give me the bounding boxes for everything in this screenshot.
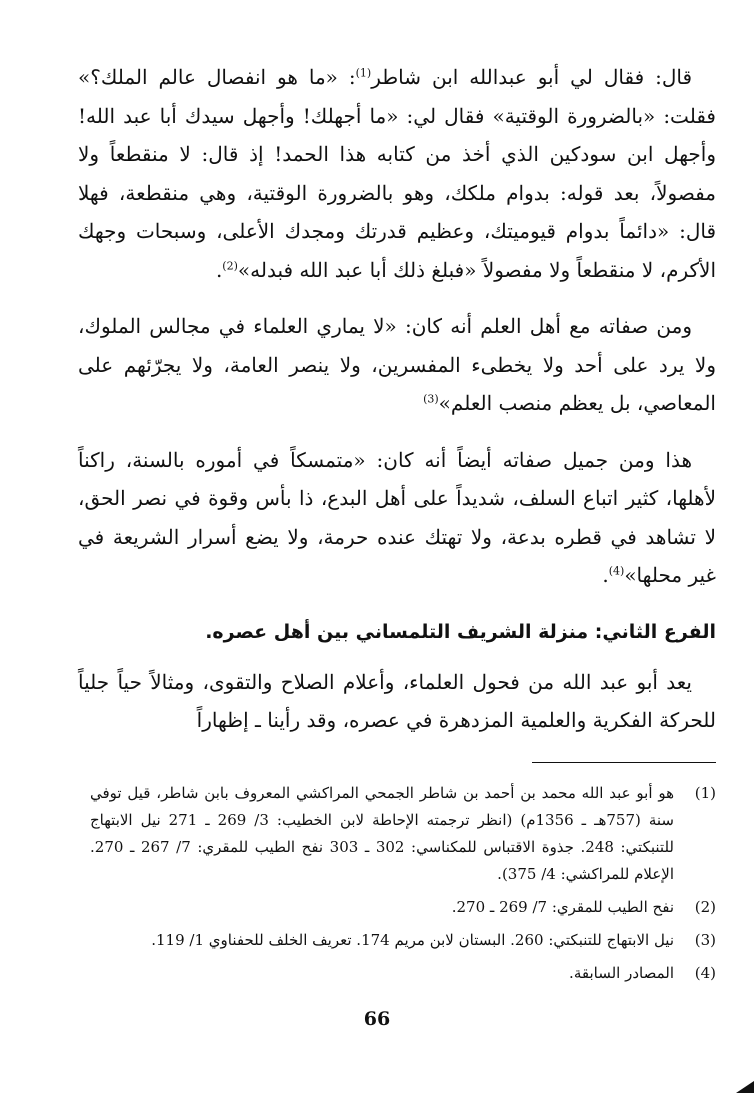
paragraph-3-end: . bbox=[602, 563, 609, 587]
footnote-2 bbox=[90, 894, 716, 921]
footnote-divider bbox=[532, 762, 716, 763]
paragraph-1 bbox=[78, 58, 716, 289]
paragraph-1-end: . bbox=[215, 257, 223, 282]
paragraph-1-text-b: : «ما هو انفصال عالم الملك؟» فقلت: «بالضرورة الوقتية» فقال لي: «ما أجهلك! وأجهل سيدك أبا عبد الله! وأجهل ابن سودكين الذي أخذ من كتابه هذا الحمد! إذ قال: لا منقطعاً ولا مفصولاً، بعد قوله: بدوام ملكك، وهو بالضرورة الوقتية، وهي منقطعة، فهلا قال: «دائماً بدوام قيوميتك، وعظيم قدرتك ومجدك الأعلى، وسبحات وجهك الأكرم، لا منقطعاً ولا مفصولاً «فبلغ ذلك أبا عبد الله فبدله» bbox=[78, 65, 716, 282]
footnote-4 bbox=[90, 960, 716, 987]
footnote-number: (3) bbox=[694, 931, 716, 949]
footnote-ref-2[interactable]: (2) bbox=[222, 258, 238, 272]
page-corner-mark bbox=[736, 1081, 754, 1093]
footnote-ref-3[interactable]: (3) bbox=[423, 392, 439, 406]
footnote-text: نيل الابتهاج للتنبكتي: 260. البستان لابن مريم 174. تعريف الخلف للحفناوي 1/ 119. bbox=[151, 931, 674, 949]
footnote-1 bbox=[90, 780, 716, 888]
footnote-number: (4) bbox=[694, 964, 716, 982]
paragraph-2 bbox=[78, 307, 716, 423]
section-heading: الفرع الثاني: منزلة الشريف التلمساني بين أهل عصره. bbox=[205, 620, 716, 643]
footnote-number: (1) bbox=[694, 784, 716, 802]
footnote-text: نفح الطيب للمقري: 7/ 269 ـ 270. bbox=[451, 898, 674, 916]
page-number: 66 bbox=[363, 1008, 391, 1030]
footnote-3 bbox=[90, 927, 716, 954]
footnote-number: (2) bbox=[694, 898, 716, 916]
page-body bbox=[78, 58, 716, 740]
paragraph-1-text-a: قال: فقال لي أبو عبدالله ابن شاطر bbox=[371, 65, 693, 89]
paragraph-2-text: ومن صفاته مع أهل العلم أنه كان: «لا يماري العلماء في مجالس الملوك، ولا يرد على أحد ولا يخطىء المفسرين، ولا ينصر العامة، ولا يجرّئهم على المعاصي، بل يعظم منصب العلم» bbox=[78, 314, 716, 415]
footnotes bbox=[90, 780, 716, 993]
paragraph-3 bbox=[78, 441, 716, 595]
footnote-text: هو أبو عبد الله محمد بن أحمد بن شاطر الجمحي المراكشي المعروف بابن شاطر، قيل توفي سنة (757هـ ـ 1356م) (انظر ترجمته الإحاطة لابن الخطيب: 3/ 269 ـ 271 نيل الابتهاج للتنبكتي: 248. جذوة الاقتباس للمكناسي: 302 ـ 303 نفح الطيب للمقري: 7/ 267 ـ 270. الإعلام للمراكشي: 4/ 375). bbox=[90, 784, 674, 883]
footnote-text: المصادر السابقة. bbox=[569, 964, 674, 982]
footnote-ref-1[interactable]: (1) bbox=[355, 66, 372, 80]
paragraph-4: يعد أبو عبد الله من فحول العلماء، وأعلام الصلاح والتقوى، ومثالاً حياً جلياً للحركة الفكرية والعلمية المزدهرة في عصره، وقد رأينا ـ إظهاراً bbox=[78, 669, 716, 732]
footnote-ref-4[interactable]: (4) bbox=[608, 564, 625, 578]
paragraph-3-text: هذا ومن جميل صفاته أيضاً أنه كان: «متمسكاً في أموره بالسنة، راكناً لأهلها، كثير اتباع السلف، شديداً على أهل البدع، ذا بأس وقوة في نصر الحق، لا تشاهد في قطره بدعة، ولا تهتك عنده حرمة، ولا يضع أسرار الشريعة في غير محلها» bbox=[78, 447, 716, 587]
